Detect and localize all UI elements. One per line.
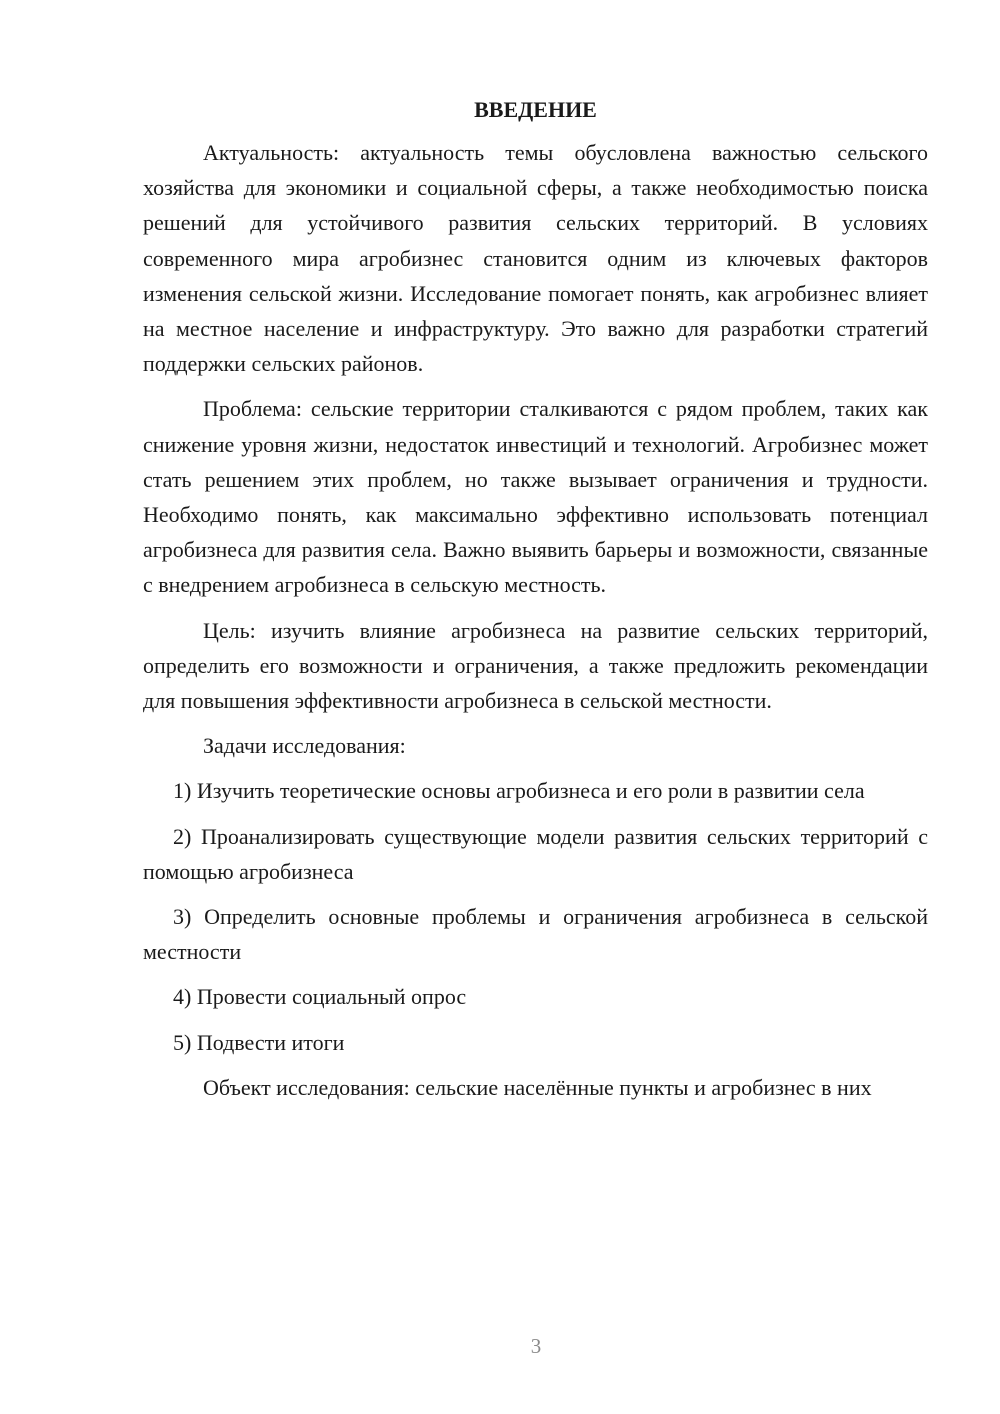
object-paragraph: Объект исследования: сельские населённые пункты и агробизнес в них	[203, 1074, 872, 1100]
section-title: ВВЕДЕНИЕ	[474, 97, 597, 122]
relevance-paragraph: Актуальность: актуальность темы обусловлена важностью сельского хозяйства для экономики и социальной сферы, а также необходимостью поиска решений для устойчивого развития сельских территорий. В условиях современного мира агробизнес становится одним из ключевых факторов изменения сельской жизни. Исследование помогает понять, как агробизнес влияет на местное население и инфраструктуру. Это важно для разработки стратегий поддержки сельских районов.	[143, 140, 928, 377]
task-item: 1) Изучить теоретические основы агробизнеса и его роли в развитии села	[173, 778, 865, 804]
task-item: 3) Определить основные проблемы и ограничения агробизнеса в сельской местности	[143, 904, 928, 965]
tasks-heading: Задачи исследования:	[203, 733, 406, 759]
task-item: 2) Проанализировать существующие модели развития сельских территорий с помощью агробизнеса	[143, 823, 928, 884]
task-item: 4) Провести социальный опрос	[173, 984, 467, 1010]
page-number: 3	[530, 1334, 542, 1358]
goal-paragraph: Цель: изучить влияние агробизнеса на развитие сельских территорий, определить его возможности и ограничения, а также предложить рекомендации для повышения эффективности агробизнеса в сельской местности.	[143, 617, 928, 714]
task-item: 5) Подвести итоги	[173, 1029, 345, 1055]
document-page	[143, 88, 928, 1115]
problem-paragraph: Проблема: сельские территории сталкиваются с рядом проблем, таких как снижение уровня жизни, недостаток инвестиций и технологий. Агробизнес может стать решением этих проблем, но также вызывает ограничения и трудности. Необходимо понять, как максимально эффективно использовать потенциал агробизнеса для развития села. Важно выявить барьеры и возможности, связанные с внедрением агробизнеса в сельскую местность.	[143, 396, 928, 598]
